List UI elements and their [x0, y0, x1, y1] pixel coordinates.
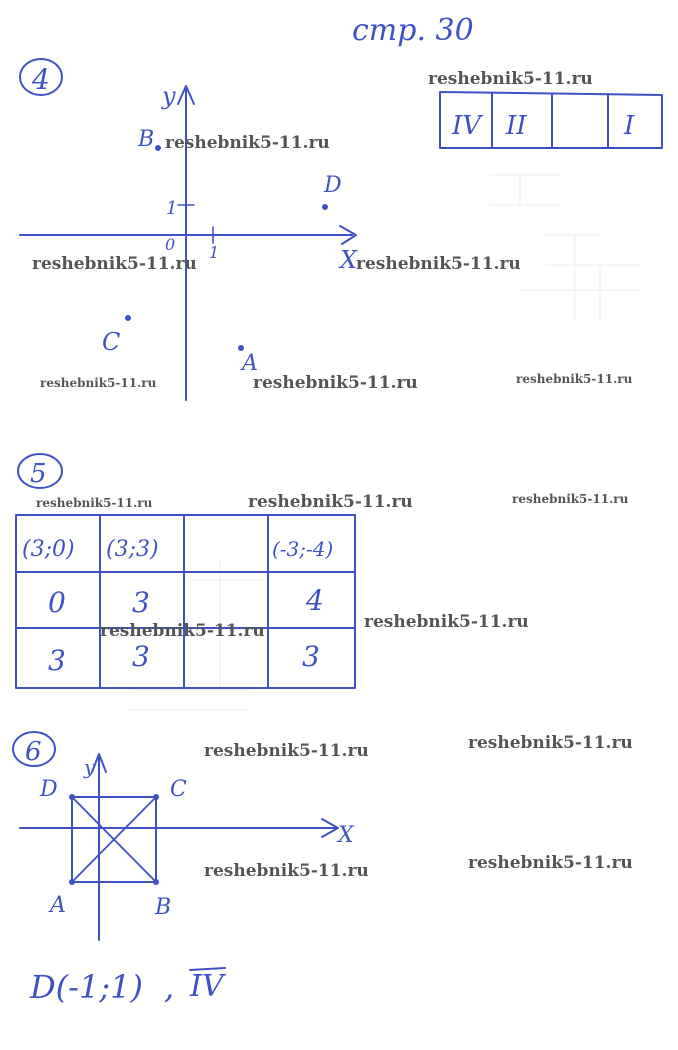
table-cell: 3	[302, 640, 320, 673]
watermark: reshebnik5-11.ru	[468, 853, 633, 873]
point-c-label: C	[102, 328, 121, 356]
table-cell: (3;3)	[106, 537, 159, 562]
task-number: 4	[32, 63, 50, 96]
watermark: reshebnik5-11.ru	[248, 492, 413, 512]
watermark: reshebnik5-11.ru	[516, 372, 633, 386]
task-number: 5	[30, 459, 47, 489]
y-axis-label: y	[84, 755, 96, 779]
table-cell: (3;0)	[22, 537, 75, 562]
point-c	[125, 315, 131, 321]
table-cell: 3	[132, 586, 150, 619]
y-axis-label: y	[162, 82, 176, 110]
quadrant-table	[440, 92, 662, 148]
x-unit-label: 1	[209, 243, 220, 262]
answer-point: D(-1;1)	[30, 968, 143, 1006]
point-c-label: C	[170, 777, 187, 802]
point-c	[153, 794, 159, 800]
point-a	[69, 879, 75, 885]
table-cell: 3	[132, 640, 150, 673]
watermark: reshebnik5-11.ru	[36, 496, 153, 510]
answer-quadrant: IV	[190, 969, 224, 1004]
y-unit-label: 1	[166, 198, 178, 219]
table-cell: 4	[306, 584, 324, 617]
watermark: reshebnik5-11.ru	[204, 741, 369, 761]
quadrant-cell: II	[506, 111, 527, 141]
origin-label: 0	[165, 235, 176, 254]
task-4	[20, 59, 662, 400]
watermark: reshebnik5-11.ru	[253, 373, 418, 393]
page-number-label: стр. 30	[352, 13, 474, 48]
watermark: reshebnik5-11.ru	[40, 376, 157, 390]
table-cell: (-3;-4)	[272, 537, 334, 561]
point-d	[322, 204, 328, 210]
point-b-label: B	[138, 127, 155, 152]
table-cell: 3	[48, 644, 66, 677]
watermark: reshebnik5-11.ru	[204, 861, 369, 881]
point-d-label: D	[40, 777, 58, 802]
point-d	[69, 794, 75, 800]
square-diagonals	[72, 797, 156, 882]
coordinates-table	[16, 515, 355, 688]
table-cell: 0	[48, 586, 66, 619]
watermark: reshebnik5-11.ru	[468, 733, 633, 753]
watermark: reshebnik5-11.ru	[32, 254, 197, 274]
quadrant-cell: I	[624, 111, 635, 141]
point-b	[155, 145, 161, 151]
watermark: reshebnik5-11.ru	[512, 492, 629, 506]
answer-separator: ,	[164, 968, 175, 1006]
watermark: reshebnik5-11.ru	[356, 254, 521, 274]
watermark: reshebnik5-11.ru	[428, 69, 593, 89]
watermark: reshebnik5-11.ru	[100, 621, 265, 641]
x-axis-label: X	[340, 246, 358, 274]
point-a-label: A	[242, 351, 258, 376]
task-5	[16, 454, 355, 688]
point-a-label: A	[50, 893, 66, 918]
watermark: reshebnik5-11.ru	[364, 612, 529, 632]
point-d-label: D	[324, 173, 342, 198]
point-b	[153, 879, 159, 885]
point-b-label: B	[155, 895, 172, 920]
watermark: reshebnik5-11.ru	[165, 133, 330, 153]
x-axis-label: X	[338, 823, 354, 848]
task-number: 6	[25, 737, 42, 767]
quadrant-cell: IV	[452, 111, 482, 141]
